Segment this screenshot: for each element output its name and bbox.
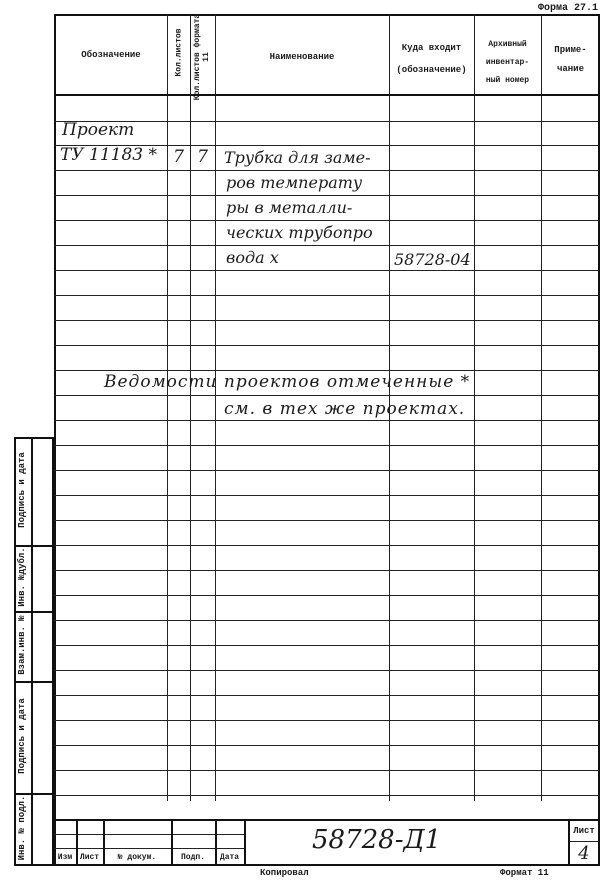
header-note-2: чание (556, 64, 584, 74)
title-date: Дата (219, 853, 240, 862)
header-designation: Обозначение (81, 50, 141, 60)
side-inv-dubl: Инв. №дубл. (17, 547, 27, 607)
name-line-1: Трубка для заме- (224, 148, 371, 167)
name-line-3: ры в металли- (226, 198, 353, 217)
name-line-4: ческих трубопро (226, 223, 373, 242)
header-sheets-count: Кол.листов (174, 28, 184, 77)
goes-into-entry: 58728-04 (394, 250, 471, 269)
title-doc-no: № докум. (117, 853, 157, 862)
name-line-2: ров температу (226, 173, 363, 192)
statement-line-2: см. в тех же проектах. (224, 399, 466, 419)
header-archive-3: ный номер (485, 76, 530, 85)
header-note-1: Приме- (554, 45, 587, 55)
col-line (541, 15, 542, 801)
header-divider (54, 94, 600, 96)
designation-entry: ТУ 11183 * (60, 145, 158, 165)
title-podp: Подп. (180, 853, 205, 862)
sheet-number: 4 (578, 843, 590, 864)
header-format11-sheets: Кол.листов формата 11 (193, 13, 211, 101)
sheets-entry: 7 (173, 147, 184, 167)
col-line (474, 15, 475, 801)
header-name: Наименование (269, 52, 335, 62)
document-number: 58728-Д1 (312, 825, 442, 855)
side-vzam-inv: Взам.инв. № (17, 615, 27, 675)
header-archive-2: инвентар- (485, 58, 530, 67)
side-inv-podl: Инв. № подл. (17, 795, 27, 861)
side-sign-date-top: Подпись и дата (17, 452, 27, 528)
header-goes-into-1: Куда входит (401, 43, 462, 53)
sheet-label: Лист (573, 826, 595, 836)
header-goes-into-2: (обозначение) (396, 65, 467, 75)
form-frame (54, 14, 600, 866)
name-line-5: вода х (226, 248, 279, 267)
footer-format: Формат 11 (500, 868, 549, 878)
side-sign-date-bottom: Подпись и дата (17, 698, 27, 774)
title-izm: Изм (57, 853, 73, 862)
header-archive-1: Архивный (488, 40, 527, 49)
statement-line-1: Ведомости проектов отмеченные * (104, 372, 471, 392)
col-line (215, 15, 216, 801)
project-label: Проект (62, 120, 135, 140)
col-line (190, 15, 191, 801)
col-line (167, 15, 168, 801)
form-label: Форма 27.1 (538, 3, 599, 14)
title-list: Лист (79, 853, 100, 862)
footer-copied: Копировал (260, 868, 309, 878)
sheets-f11-entry: 7 (197, 147, 208, 167)
